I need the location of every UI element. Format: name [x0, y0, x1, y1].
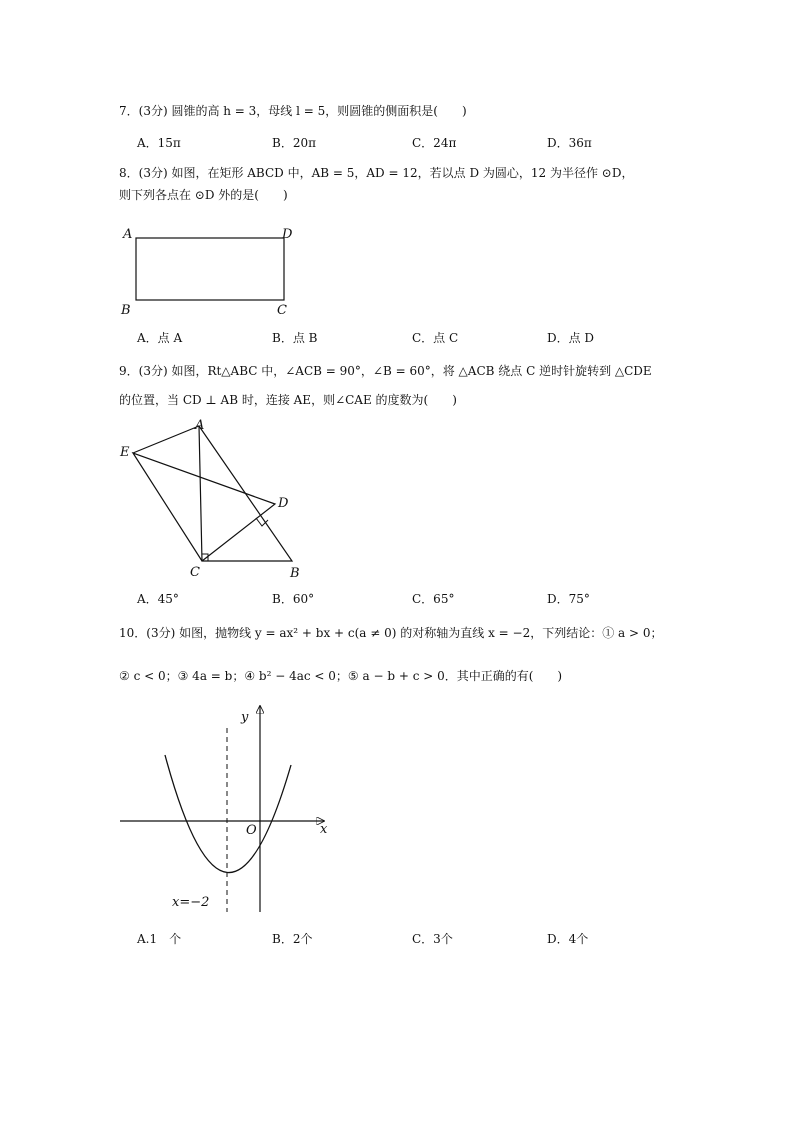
segment-ae [133, 426, 199, 453]
label-e: E [120, 445, 130, 460]
q9-option-d: D．75° [547, 592, 590, 606]
question-10-stem-line1: 10．(3分) 如图，抛物线 y = ax² + bx + c(a ≠ 0) 的对称轴为直线 x = −2，下列结论：① a > 0； [119, 626, 663, 640]
q10-option-a: A.1 个 [137, 932, 182, 946]
label-b: B [121, 303, 131, 318]
q10-option-d: D．4个 [547, 932, 589, 946]
question-8-options [137, 329, 697, 347]
rectangle-abcd [136, 238, 284, 300]
label-d: D [282, 227, 293, 242]
question-7-options [137, 134, 697, 152]
q7-option-d: D．36π [547, 136, 592, 150]
label-a: A [123, 227, 133, 242]
parabola-curve [165, 755, 291, 873]
label-origin: O [246, 823, 257, 838]
q10-option-c: C．3个 [412, 932, 453, 946]
right-angle-mark-d [256, 518, 268, 526]
triangle-cde [133, 453, 275, 561]
label-x: x [320, 822, 328, 837]
q8-option-d: D．点 D [547, 331, 595, 345]
label-y: y [241, 710, 249, 725]
q7-option-c: C．24π [412, 136, 457, 150]
q7-option-b: B．20π [272, 136, 316, 150]
q9-option-c: C．65° [412, 592, 455, 606]
question-9-stem-line1: 9．(3分) 如图，Rt△ABC 中，∠ACB = 90°，∠B = 60°，将 △ACB 绕点 C 逆时针旋转到 △CDE [119, 364, 652, 378]
label-d: D [278, 496, 289, 511]
q8-rectangle-figure [110, 220, 310, 320]
question-8-stem-line2: 则下列各点在 ⊙D 外的是( ) [119, 188, 288, 202]
question-10-options [137, 930, 697, 948]
q9-option-a: A．45° [137, 592, 179, 606]
q10-parabola-figure [115, 700, 345, 920]
question-8-stem-line1: 8．(3分) 如图，在矩形 ABCD 中，AB = 5，AD = 12，若以点 D 为圆心，12 为半径作 ⊙D， [119, 166, 634, 180]
label-axis-line: x=−2 [172, 895, 210, 910]
question-7-stem: 7．(3分) 圆锥的高 h = 3，母线 l = 5，则圆锥的侧面积是( ) [119, 104, 467, 118]
label-b: B [290, 566, 300, 581]
question-9-options [137, 590, 697, 608]
question-9-stem-line2: 的位置，当 CD ⊥ AB 时，连接 AE，则∠CAE 的度数为( ) [119, 393, 457, 407]
q8-option-a: A．点 A [137, 331, 183, 345]
q10-option-b: B．2个 [272, 932, 313, 946]
q8-option-c: C．点 C [412, 331, 459, 345]
label-a: A [195, 418, 205, 433]
question-10-stem-line2: ② c < 0；③ 4a = b；④ b² − 4ac < 0；⑤ a − b + c > 0．其中正确的有( ) [119, 669, 563, 683]
q9-option-b: B．60° [272, 592, 315, 606]
q8-option-b: B．点 B [272, 331, 318, 345]
label-c: C [190, 565, 200, 580]
q7-option-a: A．15π [137, 136, 181, 150]
q9-triangle-figure [110, 414, 310, 584]
label-c: C [277, 303, 287, 318]
